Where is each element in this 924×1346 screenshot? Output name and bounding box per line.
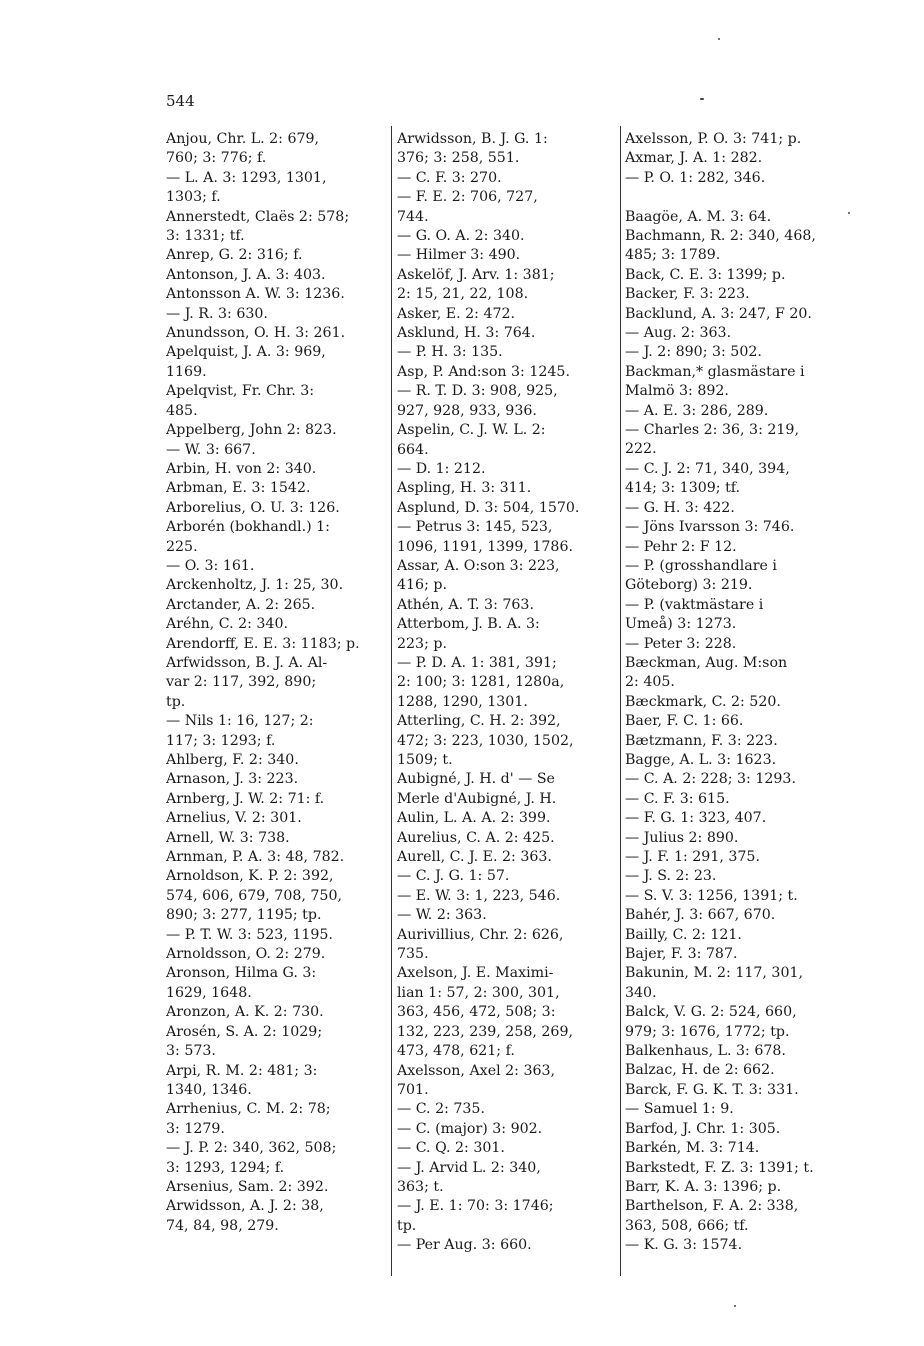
index-entry-line: Aurivillius, Chr. 2: 626, <box>397 926 564 943</box>
index-entry-line: var 2: 117, 392, 890; <box>166 674 317 691</box>
index-entry-line: Apelqvist, Fr. Chr. 3: <box>166 383 315 400</box>
index-entry-line: Backer, F. 3: 223. <box>625 286 750 303</box>
index-entry-line: Aronson, Hilma G. 3: <box>166 965 317 982</box>
index-entry-line: Axelsson, P. O. 3: 741; p. <box>625 131 802 147</box>
index-entry-line: Aubigné, J. H. d' — Se <box>397 771 555 788</box>
index-entry-line: lian 1: 57, 2: 300, 301, <box>397 984 560 1001</box>
index-entry-line: Balck, V. G. 2: 524, 660, <box>625 1004 797 1021</box>
index-entry-line: 890; 3: 277, 1195; tp. <box>166 907 322 924</box>
index-entry-line: — Petrus 3: 145, 523, <box>397 519 553 536</box>
index-entry-line: Arckenholtz, J. 1: 25, 30. <box>166 577 344 594</box>
index-entry-line: 376; 3: 258, 551. <box>397 150 520 167</box>
index-entry-line: — D. 1: 212. <box>397 460 486 477</box>
index-entry-line: — J. S. 2: 23. <box>625 868 717 885</box>
index-entry-line: Axelsson, Axel 2: 363, <box>397 1062 556 1079</box>
index-entry-line: — W. 2: 363. <box>397 907 487 924</box>
print-speck <box>848 212 850 214</box>
index-entry-line: Arosén, S. A. 2: 1029; <box>166 1023 323 1040</box>
index-entry-line: — C. J. 2: 71, 340, 394, <box>625 460 790 477</box>
index-entry-line: Göteborg) 3: 219. <box>625 577 753 594</box>
index-entry-line: Aréhn, C. 2: 340. <box>166 616 288 633</box>
index-entry-line: 3: 573. <box>166 1043 216 1060</box>
index-entry-line: 485. <box>166 402 198 419</box>
print-speck <box>734 1305 736 1307</box>
index-entry-line: Asp, P. And:son 3: 1245. <box>397 363 570 380</box>
index-entry-line: Assar, A. O:son 3: 223, <box>397 557 560 574</box>
page-number: 544 <box>166 92 195 110</box>
index-entry-line: — G. O. A. 2: 340. <box>397 228 525 245</box>
index-entry-line: 363, 456, 472, 508; 3: <box>397 1004 556 1021</box>
index-entry-line: — P. (grosshandlare i <box>625 557 777 574</box>
index-entry-line: Barthelson, F. A. 2: 338, <box>625 1198 799 1215</box>
index-entry-line: Aurell, C. J. E. 2: 363. <box>397 849 552 866</box>
index-entry-line: 574, 606, 679, 708, 750, <box>166 887 342 904</box>
index-entry-line: — W. 3: 667. <box>166 441 256 458</box>
index-entry-line: — J. P. 2: 340, 362, 508; <box>166 1140 337 1157</box>
index-entry-line: Umeå) 3: 1273. <box>625 616 737 633</box>
index-entry-line: 760; 3: 776; f. <box>166 150 267 167</box>
index-entry-line: — C. A. 2: 228; 3: 1293. <box>625 771 796 788</box>
index-entry-line: 1629, 1648. <box>166 984 252 1001</box>
index-entry-line: Appelberg, John 2: 823. <box>166 422 337 439</box>
index-entry-line: 1288, 1290, 1301. <box>397 693 528 710</box>
index-entry-line: 416; p. <box>397 577 447 594</box>
index-entry-line: Bahér, J. 3: 667, 670. <box>625 907 776 924</box>
index-entry-line: — Aug. 2: 363. <box>625 325 732 342</box>
index-entry-line: Antonson, J. A. 3: 403. <box>166 266 326 283</box>
index-entry-line: 2: 405. <box>625 674 675 691</box>
index-entry-line: — P. H. 3: 135. <box>397 344 503 361</box>
index-entry-line: Bajer, F. 3: 787. <box>625 946 738 963</box>
index-entry-line: 472; 3: 223, 1030, 1502, <box>397 732 574 749</box>
index-entry-line: 132, 223, 239, 258, 269, <box>397 1023 573 1040</box>
index-entry-line: Aspling, H. 3: 311. <box>397 480 532 497</box>
index-entry-line: Arborelius, O. U. 3: 126. <box>166 499 340 516</box>
index-entry-line: — J. 2: 890; 3: 502. <box>625 344 762 361</box>
index-entry-line: Bagge, A. L. 3: 1623. <box>625 751 777 768</box>
index-entry-line: Arpi, R. M. 2: 481; 3: <box>166 1062 318 1079</box>
index-entry-line: — P. T. W. 3: 523, 1195. <box>166 926 333 943</box>
index-entry-line: Annerstedt, Claës 2: 578; <box>166 208 350 225</box>
index-entry-line: — L. A. 3: 1293, 1301, <box>166 169 327 186</box>
index-entry-line: Barr, K. A. 3: 1396; p. <box>625 1178 782 1195</box>
index-entry-line: Malmö 3: 892. <box>625 383 729 400</box>
index-entry-line: 1169. <box>166 363 207 380</box>
index-entry-line: — C. F. 3: 615. <box>625 790 730 807</box>
index-entry-line: Anjou, Chr. L. 2: 679, <box>166 131 320 147</box>
index-entry-line: Bætzmann, F. 3: 223. <box>625 732 778 749</box>
index-entry-line: Asker, E. 2: 472. <box>397 305 516 322</box>
index-entry-line: — J. R. 3: 630. <box>166 305 268 322</box>
index-entry-line: 927, 928, 933, 936. <box>397 402 537 419</box>
section-gap <box>625 188 851 207</box>
index-entry-line: 664. <box>397 441 429 458</box>
index-entry-line: Bæckmark, C. 2: 520. <box>625 693 781 710</box>
index-entry-line: Balkenhaus, L. 3: 678. <box>625 1043 786 1060</box>
index-entry-line: Arfwidsson, B. J. A. Al- <box>166 654 328 671</box>
index-entry-line: 3: 1279. <box>166 1120 225 1137</box>
index-entry-line: Arendorff, E. E. 3: 1183; p. <box>166 635 360 652</box>
index-entry-line: — Pehr 2: F 12. <box>625 538 737 555</box>
index-entry-line: Arnelius, V. 2: 301. <box>166 810 302 827</box>
index-entry-line: 979; 3: 1676, 1772; tp. <box>625 1023 790 1040</box>
index-entry-line: Arsenius, Sam. 2: 392. <box>166 1178 329 1195</box>
column-divider <box>391 126 392 1276</box>
index-entry-line: — F. G. 1: 323, 407. <box>625 810 767 827</box>
index-entry-line: 1340, 1346. <box>166 1081 252 1098</box>
index-entry-line: — C. F. 3: 270. <box>397 169 502 186</box>
index-entry-line: Axmar, J. A. 1: 282. <box>625 150 763 167</box>
index-entry-line: — Charles 2: 36, 3: 219, <box>625 422 799 439</box>
index-entry-line: Arnason, J. 3: 223. <box>166 771 299 788</box>
index-entry-line: Anundsson, O. H. 3: 261. <box>166 325 346 342</box>
index-entry-line: Back, C. E. 3: 1399; p. <box>625 266 786 283</box>
index-entry-line: Baer, F. C. 1: 66. <box>625 713 744 730</box>
index-entry-line: Axelson, J. E. Maximi- <box>397 965 554 982</box>
index-entry-line: Aronzon, A. K. 2: 730. <box>166 1004 324 1021</box>
index-entry-line: Barkén, M. 3: 714. <box>625 1140 760 1157</box>
index-entry-line: 1096, 1191, 1399, 1786. <box>397 538 573 555</box>
index-entry-line: Arnoldson, K. P. 2: 392, <box>166 868 334 885</box>
index-column-2 <box>397 130 615 1256</box>
index-entry-line: 414; 3: 1309; tf. <box>625 480 741 497</box>
index-entry-line: — P. O. 1: 282, 346. <box>625 169 766 186</box>
index-entry-line: Aurelius, C. A. 2: 425. <box>397 829 555 846</box>
index-entry-line: — S. V. 3: 1256, 1391; t. <box>625 887 798 904</box>
index-entry-line: Arwidsson, B. J. G. 1: <box>397 131 548 147</box>
index-entry-line: — J. E. 1: 70: 3: 1746; <box>397 1198 554 1215</box>
column-divider <box>620 126 621 1276</box>
index-entry-line: 223; p. <box>397 635 447 652</box>
index-entry-line: — Julius 2: 890. <box>625 829 739 846</box>
index-entry-line: Balzac, H. de 2: 662. <box>625 1062 775 1079</box>
index-entry-line: Antonsson A. W. 3: 1236. <box>166 286 345 303</box>
index-entry-line: 222. <box>625 441 657 458</box>
index-entry-line: 701. <box>397 1081 429 1098</box>
index-entry-line: Bachmann, R. 2: 340, 468, <box>625 228 816 245</box>
index-entry-line: Arrhenius, C. M. 2: 78; <box>166 1101 331 1118</box>
index-entry-line: Arctander, A. 2: 265. <box>166 596 316 613</box>
index-entry-line: — K. G. 3: 1574. <box>625 1237 743 1254</box>
index-entry-line: 363, 508, 666; tf. <box>625 1217 749 1234</box>
index-entry-line: — C. 2: 735. <box>397 1101 485 1118</box>
index-entry-line: Arnberg, J. W. 2: 71: f. <box>166 790 325 807</box>
index-entry-line: — P. D. A. 1: 381, 391; <box>397 654 557 671</box>
index-entry-line: tp. <box>166 693 186 710</box>
index-entry-line: Backlund, A. 3: 247, F 20. <box>625 305 812 322</box>
index-entry-line: Baagöe, A. M. 3: 64. <box>625 208 772 225</box>
index-entry-line: — C. Q. 2: 301. <box>397 1140 505 1157</box>
index-entry-line: — G. H. 3: 422. <box>625 499 735 516</box>
index-entry-line: — R. T. D. 3: 908, 925, <box>397 383 558 400</box>
index-entry-line: Athén, A. T. 3: 763. <box>397 596 534 613</box>
index-entry-line: Aspelin, C. J. W. L. 2: <box>397 422 546 439</box>
index-entry-line: — C. (major) 3: 902. <box>397 1120 543 1137</box>
index-entry-line: — P. (vaktmästare i <box>625 596 764 613</box>
index-entry-line: Arwidsson, A. J. 2: 38, <box>166 1198 324 1215</box>
index-entry-line: — Jöns Ivarsson 3: 746. <box>625 519 795 536</box>
index-entry-line: Arnman, P. A. 3: 48, 782. <box>166 849 345 866</box>
index-entry-line: — J. F. 1: 291, 375. <box>625 849 760 866</box>
index-entry-line: Merle d'Aubigné, J. H. <box>397 790 557 807</box>
index-entry-line: Asklund, H. 3: 764. <box>397 325 536 342</box>
index-entry-line: Barck, F. G. K. T. 3: 331. <box>625 1081 799 1098</box>
index-column-3 <box>625 130 851 1256</box>
index-entry-line: — C. J. G. 1: 57. <box>397 868 510 885</box>
index-entry-line: 2: 100; 3: 1281, 1280a, <box>397 674 565 691</box>
index-entry-line: — F. E. 2: 706, 727, <box>397 189 538 206</box>
index-entry-line: Barkstedt, F. Z. 3: 1391; t. <box>625 1159 814 1176</box>
index-entry-line: 225. <box>166 538 198 555</box>
index-entry-line: — A. E. 3: 286, 289. <box>625 402 769 419</box>
print-speck <box>700 98 704 100</box>
index-entry-line: Atterbom, J. B. A. 3: <box>397 616 540 633</box>
index-entry-line: — Nils 1: 16, 127; 2: <box>166 713 314 730</box>
index-entry-line: Bæckman, Aug. M:son <box>625 654 788 671</box>
index-entry-line: Barfod, J. Chr. 1: 305. <box>625 1120 781 1137</box>
index-entry-line: Askelöf, J. Arv. 1: 381; <box>397 266 555 283</box>
print-speck <box>718 38 720 40</box>
index-entry-line: 3: 1331; tf. <box>166 228 245 245</box>
index-entry-line: 1509; t. <box>397 752 453 768</box>
index-entry-line: Arnoldsson, O. 2: 279. <box>166 946 326 963</box>
index-entry-line: 363; t. <box>397 1178 444 1195</box>
index-entry-line: — Per Aug. 3: 660. <box>397 1237 532 1254</box>
index-entry-line: Arborén (bokhandl.) 1: <box>166 519 330 536</box>
index-entry-line: — O. 3: 161. <box>166 557 255 574</box>
index-entry-line: — Peter 3: 228. <box>625 635 737 652</box>
index-entry-line: Anrep, G. 2: 316; f. <box>166 247 303 264</box>
index-column-1 <box>166 130 388 1236</box>
index-entry-line: 2: 15, 21, 22, 108. <box>397 286 529 303</box>
index-entry-line: Atterling, C. H. 2: 392, <box>397 713 561 730</box>
index-entry-line: 340. <box>625 984 657 1001</box>
index-entry-line: 485; 3: 1789. <box>625 247 721 264</box>
index-entry-line: tp. <box>397 1217 417 1234</box>
index-entry-line: — E. W. 3: 1, 223, 546. <box>397 887 561 904</box>
index-entry-line: Aulin, L. A. A. 2: 399. <box>397 810 551 827</box>
index-entry-line: Bakunin, M. 2: 117, 301, <box>625 965 804 982</box>
index-entry-line: 74, 84, 98, 279. <box>166 1217 279 1234</box>
index-entry-line: Apelquist, J. A. 3: 969, <box>166 344 326 361</box>
index-entry-line: Backman,* glasmästare i <box>625 363 805 380</box>
index-entry-line: — Hilmer 3: 490. <box>397 247 521 264</box>
index-entry-line: 117; 3: 1293; f. <box>166 732 276 749</box>
index-entry-line: Arbman, E. 3: 1542. <box>166 480 311 497</box>
index-entry-line: 3: 1293, 1294; f. <box>166 1159 285 1176</box>
index-entry-line: Asplund, D. 3: 504, 1570. <box>397 499 580 516</box>
index-entry-line: Arbin, H. von 2: 340. <box>166 460 317 477</box>
index-entry-line: 1303; f. <box>166 189 221 206</box>
index-entry-line: Ahlberg, F. 2: 340. <box>166 752 299 768</box>
index-entry-line: Bailly, C. 2: 121. <box>625 926 742 943</box>
index-entry-line: 473, 478, 621; f. <box>397 1043 515 1060</box>
index-entry-line: — J. Arvid L. 2: 340, <box>397 1159 541 1176</box>
index-entry-line: — Samuel 1: 9. <box>625 1101 734 1118</box>
index-entry-line: 744. <box>397 208 429 225</box>
index-entry-line: Arnell, W. 3: 738. <box>166 829 290 846</box>
index-entry-line: 735. <box>397 946 429 963</box>
